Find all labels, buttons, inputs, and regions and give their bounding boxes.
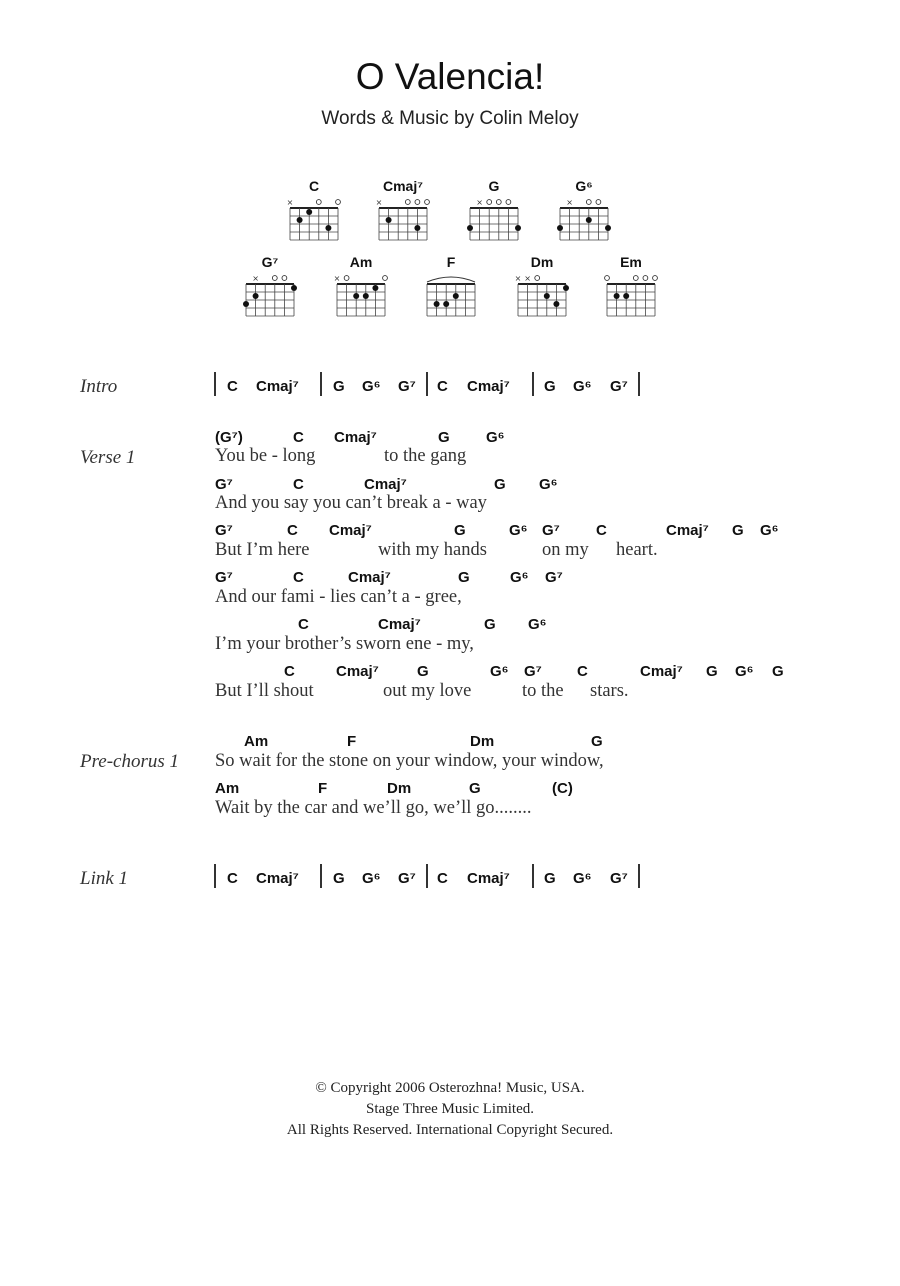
chord: G⁷ — [524, 663, 542, 680]
open-string-marker — [586, 200, 591, 205]
open-string-marker — [596, 200, 601, 205]
open-string-marker — [405, 200, 410, 205]
lyric: And our fami - lies can’t a - gree, — [215, 587, 462, 607]
chord-diagram-g: G × — [466, 178, 522, 246]
chord: C — [577, 663, 588, 680]
muted-string-marker: × — [252, 274, 259, 283]
chord-diagram-c: C × — [286, 178, 342, 246]
chord: G⁶ — [573, 378, 592, 395]
finger-dot — [325, 225, 331, 231]
chord: C — [293, 476, 304, 493]
open-string-marker — [487, 200, 492, 205]
chord-diagram-am: Am × — [333, 254, 389, 322]
chord: G⁶ — [539, 476, 558, 493]
open-string-marker — [653, 276, 658, 281]
chord: (G⁷) — [215, 429, 243, 446]
finger-dot — [605, 225, 611, 231]
lyric: on my — [542, 540, 589, 560]
chord: G — [494, 476, 506, 493]
chord: C — [227, 870, 238, 887]
chord: Cmaj⁷ — [467, 870, 510, 887]
chord: G — [469, 780, 481, 797]
chord-diagram-dm: Dm × × — [514, 254, 570, 322]
chord: G — [333, 870, 345, 887]
chord: C — [227, 378, 238, 395]
open-string-marker — [344, 276, 349, 281]
chord: Cmaj⁷ — [467, 378, 510, 395]
chord: Cmaj⁷ — [256, 378, 299, 395]
finger-dot — [553, 301, 559, 307]
barline — [638, 372, 640, 396]
open-string-marker — [383, 276, 388, 281]
chord-diagram-g6: G⁶ × — [556, 178, 612, 246]
open-string-marker — [506, 200, 511, 205]
finger-dot — [614, 293, 620, 299]
lyric: But I’m here — [215, 540, 310, 560]
barline — [532, 372, 534, 396]
chord-diagram-f: F — [423, 254, 479, 322]
muted-string-marker: × — [375, 198, 383, 207]
chord: Cmaj⁷ — [336, 663, 379, 680]
chord: G⁷ — [610, 378, 628, 395]
chord: G — [732, 522, 744, 539]
open-string-marker — [336, 200, 341, 205]
barline — [426, 864, 428, 888]
open-string-marker — [496, 200, 501, 205]
chord: G — [484, 616, 496, 633]
chord: Am — [244, 733, 269, 750]
finger-dot — [306, 209, 312, 215]
chord: Cmaj⁷ — [640, 663, 683, 680]
finger-dot — [515, 225, 521, 231]
chord: G⁶ — [573, 870, 592, 887]
finger-dot — [291, 285, 297, 291]
open-string-marker — [633, 276, 638, 281]
chord: Cmaj⁷ — [256, 870, 299, 887]
chord: C — [298, 616, 309, 633]
finger-dot — [557, 225, 563, 231]
finger-dot — [467, 225, 473, 231]
chord: G⁶ — [362, 378, 381, 395]
chord: Cmaj⁷ — [364, 476, 407, 493]
chord: (C) — [552, 780, 573, 797]
open-string-marker — [415, 200, 420, 205]
chord: G⁷ — [398, 378, 416, 395]
chord: C — [284, 663, 295, 680]
chord: G⁷ — [610, 870, 628, 887]
lyric: to the gang — [384, 446, 467, 466]
finger-dot — [414, 225, 420, 231]
chord: C — [293, 429, 304, 446]
finger-dot — [544, 293, 550, 299]
chord: G — [706, 663, 718, 680]
chord: G — [544, 870, 556, 887]
chord-diagram-em: Em — [603, 254, 659, 322]
finger-dot — [434, 301, 440, 307]
chord: G — [591, 733, 603, 750]
chord: G — [772, 663, 784, 680]
finger-dot — [453, 293, 459, 299]
barline — [214, 372, 216, 396]
chord: C — [437, 378, 448, 395]
lyric: And you say you can’t break a - way — [215, 493, 487, 513]
chord: G — [544, 378, 556, 395]
chord: Cmaj⁷ — [329, 522, 372, 539]
finger-dot — [386, 217, 392, 223]
copyright-line: Stage Three Music Limited. — [365, 1101, 535, 1117]
chord: F — [347, 733, 357, 750]
lyric: heart. — [616, 540, 658, 560]
chord: G⁶ — [760, 522, 779, 539]
open-string-marker — [535, 276, 540, 281]
chord: C — [293, 569, 304, 586]
lyric: So wait for the stone on your window, your window, — [215, 751, 604, 771]
muted-string-marker: × — [286, 198, 294, 207]
chord: G — [333, 378, 345, 395]
barline — [320, 864, 322, 888]
chord: Dm — [470, 733, 495, 750]
section-label-verse-1: Verse 1 — [80, 447, 136, 468]
barline — [532, 864, 534, 888]
finger-dot — [253, 293, 259, 299]
chord-diagram-g7: G⁷ × — [242, 254, 298, 322]
lyric: out my love — [383, 681, 472, 701]
copyright-line: All Rights Reserved. International Copyright Secured. — [286, 1122, 614, 1138]
section-label-link-1: Link 1 — [80, 868, 129, 889]
barre-arc — [427, 277, 475, 282]
chord: G⁶ — [510, 569, 529, 586]
finger-dot — [353, 293, 359, 299]
finger-dot — [372, 285, 378, 291]
finger-dot — [363, 293, 369, 299]
chord: G⁷ — [215, 522, 233, 539]
open-string-marker — [282, 276, 287, 281]
chord: G⁶ — [735, 663, 754, 680]
chord: F — [318, 780, 328, 797]
chord: C — [596, 522, 607, 539]
chord: G⁷ — [542, 522, 560, 539]
chord: G — [458, 569, 470, 586]
chord: G⁷ — [545, 569, 563, 586]
chord: Dm — [387, 780, 412, 797]
finger-dot — [623, 293, 629, 299]
chord: G⁶ — [509, 522, 528, 539]
finger-dot — [297, 217, 303, 223]
finger-dot — [586, 217, 592, 223]
chord: G⁷ — [398, 870, 416, 887]
song-title: O Valencia! — [355, 56, 545, 97]
chord: Cmaj⁷ — [666, 522, 709, 539]
barline — [426, 372, 428, 396]
chord: G⁶ — [486, 429, 505, 446]
lyric: to the — [522, 681, 564, 701]
chord: Cmaj⁷ — [348, 569, 391, 586]
open-string-marker — [316, 200, 321, 205]
muted-string-marker: × — [524, 274, 531, 283]
lyric: Wait by the car and we’ll go, we’ll go........ — [215, 798, 532, 818]
chord: C — [437, 870, 448, 887]
finger-dot — [243, 301, 249, 307]
chord: G — [417, 663, 429, 680]
chord: Am — [215, 780, 240, 797]
lyric: with my hands — [378, 540, 487, 560]
lyric: I’m your brother’s sworn ene - my, — [215, 634, 474, 654]
muted-string-marker: × — [476, 198, 483, 207]
chord: Cmaj⁷ — [334, 429, 377, 446]
barline — [320, 372, 322, 396]
open-string-marker — [425, 200, 430, 205]
copyright-line: © Copyright 2006 Osterozhna! Music, USA. — [315, 1080, 585, 1096]
chord: G⁶ — [528, 616, 547, 633]
muted-string-marker: × — [566, 198, 573, 207]
finger-dot — [443, 301, 449, 307]
muted-string-marker: × — [514, 274, 522, 283]
section-label-pre-chorus-1: Pre-chorus 1 — [80, 751, 180, 772]
finger-dot — [563, 285, 569, 291]
chord: G⁷ — [215, 476, 233, 493]
chord: G⁶ — [490, 663, 509, 680]
open-string-marker — [605, 276, 610, 281]
chord: C — [287, 522, 298, 539]
lyric: stars. — [590, 681, 629, 701]
section-label-intro: Intro — [80, 376, 118, 397]
barline — [214, 864, 216, 888]
chord: G — [438, 429, 450, 446]
chord: G — [454, 522, 466, 539]
lyric: You be - long — [215, 446, 316, 466]
chord: Cmaj⁷ — [378, 616, 421, 633]
song-credits: Words & Music by Colin Meloy — [321, 108, 579, 129]
open-string-marker — [643, 276, 648, 281]
open-string-marker — [272, 276, 277, 281]
lyric: But I’ll shout — [215, 681, 314, 701]
barline — [638, 864, 640, 888]
muted-string-marker: × — [333, 274, 341, 283]
chord: G⁷ — [215, 569, 233, 586]
chord-diagram-cmaj7: Cmaj⁷ × — [375, 178, 431, 246]
chord: G⁶ — [362, 870, 381, 887]
